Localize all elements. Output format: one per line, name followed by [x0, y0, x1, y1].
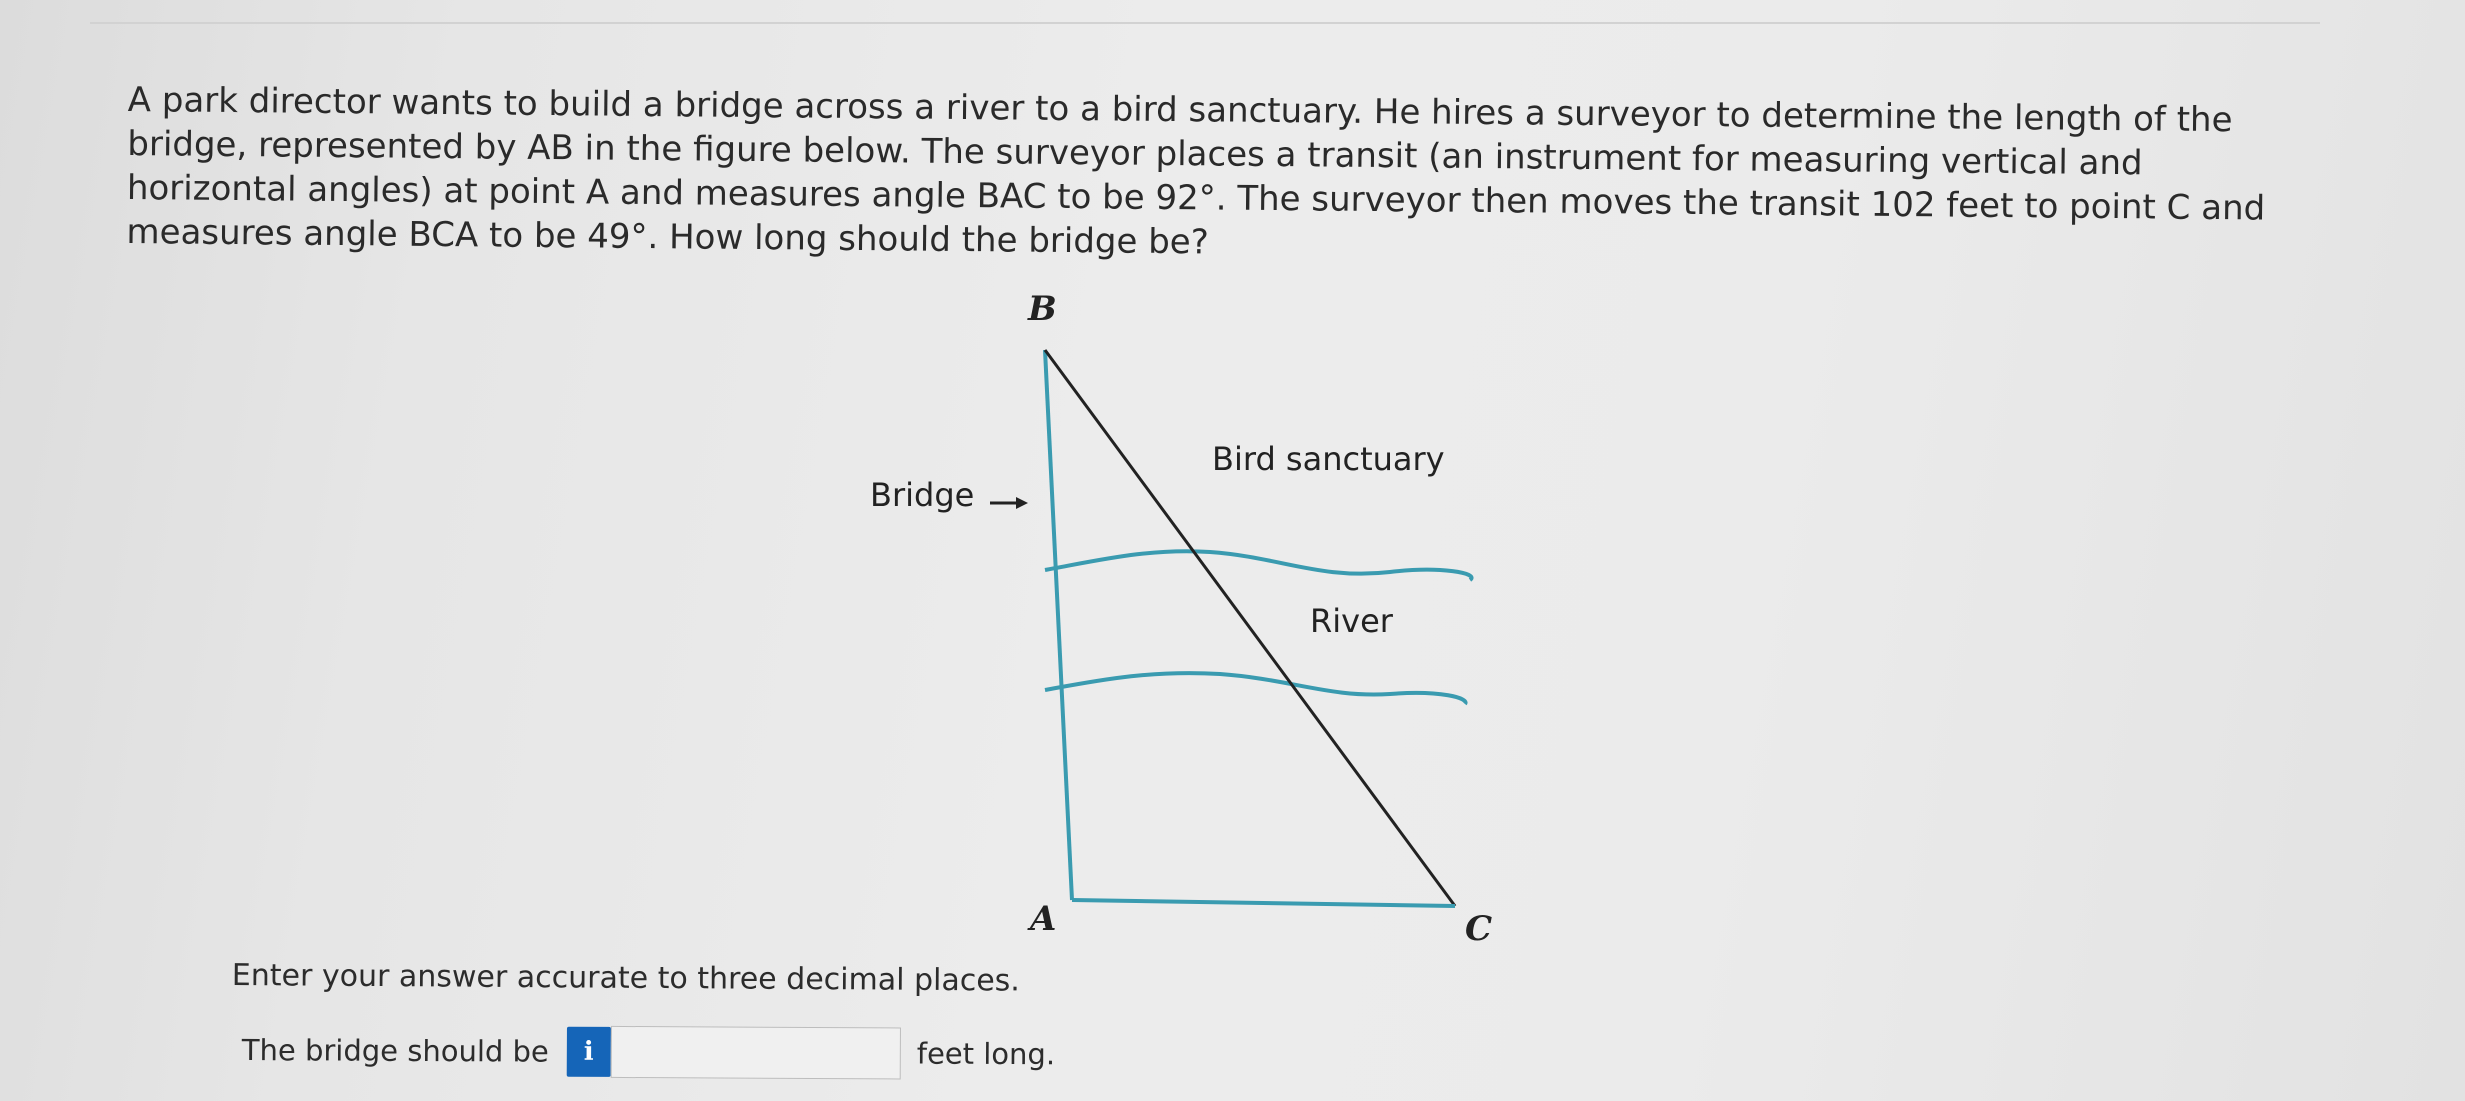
figure-diagram	[840, 270, 1560, 970]
top-divider	[90, 22, 2320, 24]
info-icon[interactable]: i	[567, 1027, 611, 1077]
segment-ac	[1072, 900, 1455, 906]
river-bank-lower	[1045, 673, 1466, 704]
bridge-label: Bridge	[870, 476, 975, 514]
question-text: A park director wants to build a bridge across a river to a bird sanctuary. He hires a surveyor to determine the length of the bridge, represented by AB in the figure below. The surveyor places a transit (an instrument for measuring vertical and horizontal angles) at point A and measures angle BAC to be 92°. The surveyor then moves the transit 102 feet to point C and measures angle BCA to be 49°. How long should the bridge be?	[126, 79, 2266, 263]
answer-instructions: Enter your answer accurate to three decimal places.	[231, 958, 1021, 999]
bird-sanctuary-label: Bird sanctuary	[1212, 440, 1445, 478]
answer-suffix: feet long.	[916, 1036, 1056, 1072]
answer-prefix: The bridge should be	[241, 1032, 549, 1069]
segment-ab-bridge	[1045, 350, 1072, 900]
point-c-label: C	[1465, 909, 1493, 949]
river-label: River	[1310, 602, 1393, 640]
bridge-arrow-head	[1016, 497, 1028, 509]
river-bank-upper	[1045, 551, 1472, 580]
point-b-label: B	[1028, 289, 1057, 329]
bridge-figure	[840, 270, 1560, 970]
question-prompt	[126, 78, 2268, 275]
bridge-length-input[interactable]	[611, 1026, 901, 1080]
answer-row	[242, 1020, 1056, 1084]
point-a-label: A	[1030, 899, 1057, 939]
segment-bc	[1045, 350, 1455, 906]
